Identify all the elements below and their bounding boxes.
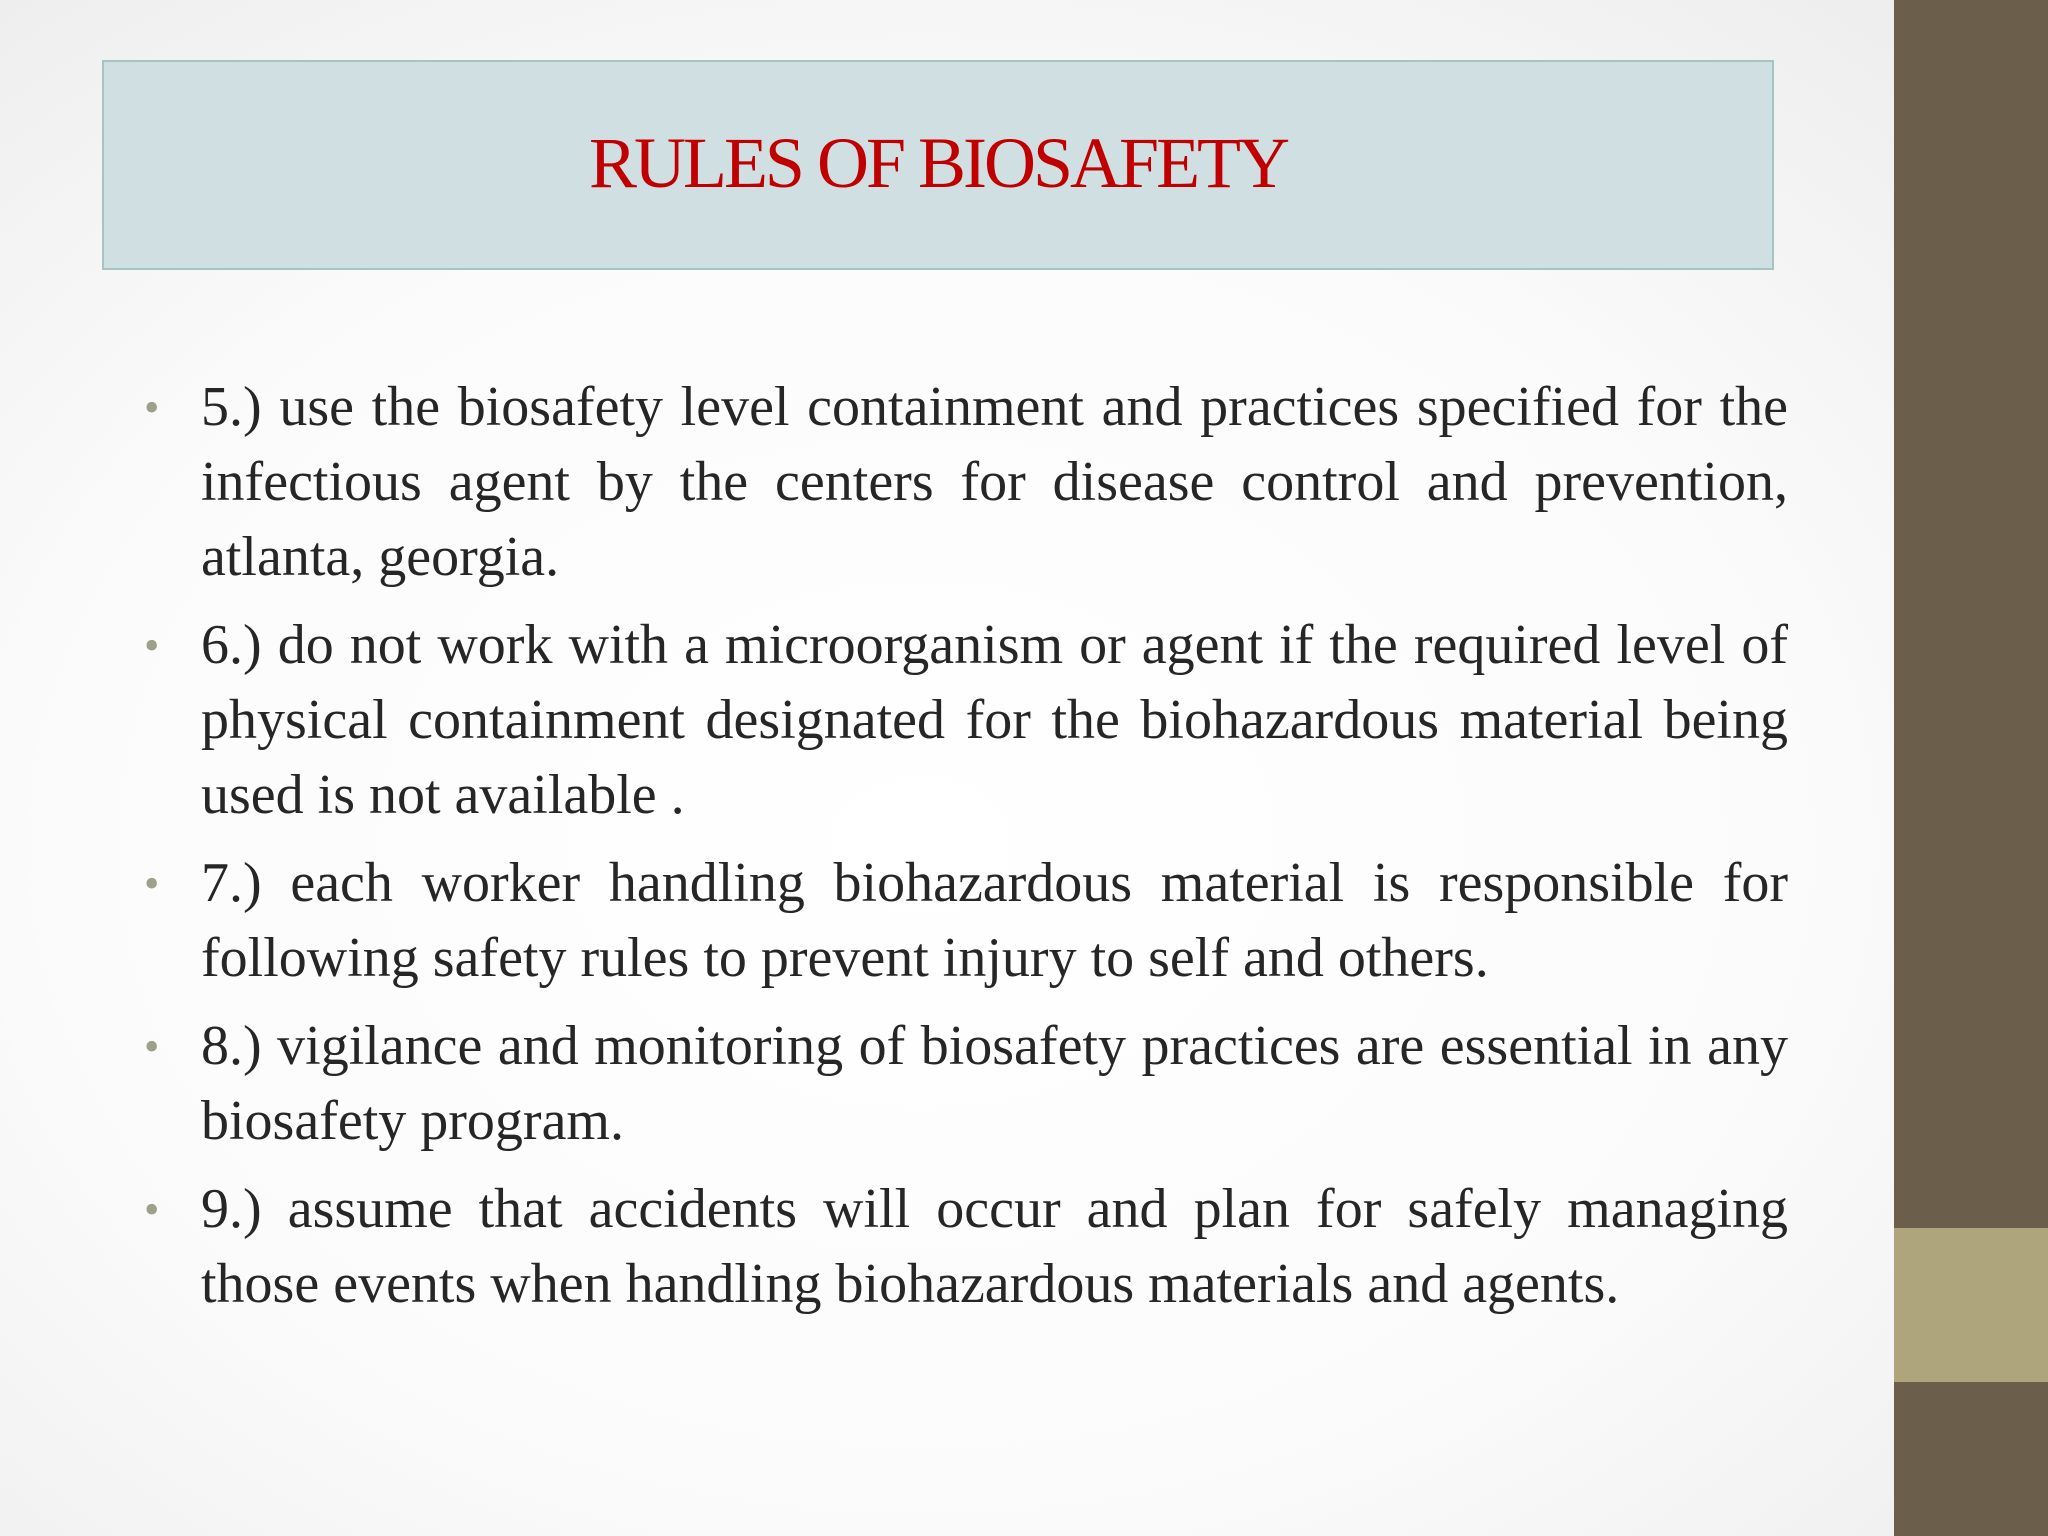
bullet-icon: • xyxy=(144,859,160,908)
bullet-text: 8.) vigilance and monitoring of biosafety practices are essential in any biosafety program. xyxy=(201,1015,1788,1152)
bullet-text: 7.) each worker handling biohazardous material is responsible for following safety rules to prevent injury to self and others. xyxy=(201,852,1788,989)
bullet-text: 6.) do not work with a microorganism or agent if the required level of physical containment designated for the biohazardous material being used is not available . xyxy=(201,614,1788,826)
bullet-item xyxy=(138,1172,1788,1322)
title-box xyxy=(102,60,1774,270)
bullet-item xyxy=(138,846,1788,996)
bullet-item xyxy=(138,370,1788,595)
side-accent-block xyxy=(1894,1228,2048,1382)
bullet-icon: • xyxy=(144,383,160,432)
bullet-list xyxy=(138,370,1788,1335)
bullet-icon: • xyxy=(144,1185,160,1234)
bullet-icon: • xyxy=(144,1022,160,1071)
bullet-item xyxy=(138,608,1788,833)
bullet-icon: • xyxy=(144,621,160,670)
slide-title: RULES OF BIOSAFETY xyxy=(588,122,1288,203)
bullet-item xyxy=(138,1009,1788,1159)
bullet-text: 5.) use the biosafety level containment and practices specified for the infectious agent by the centers for disease control and prevention, atlanta, georgia. xyxy=(201,376,1788,588)
bullet-text: 9.) assume that accidents will occur and plan for safely managing those events when handling biohazardous materials and agents. xyxy=(201,1178,1788,1315)
side-bar xyxy=(1894,0,2048,1536)
